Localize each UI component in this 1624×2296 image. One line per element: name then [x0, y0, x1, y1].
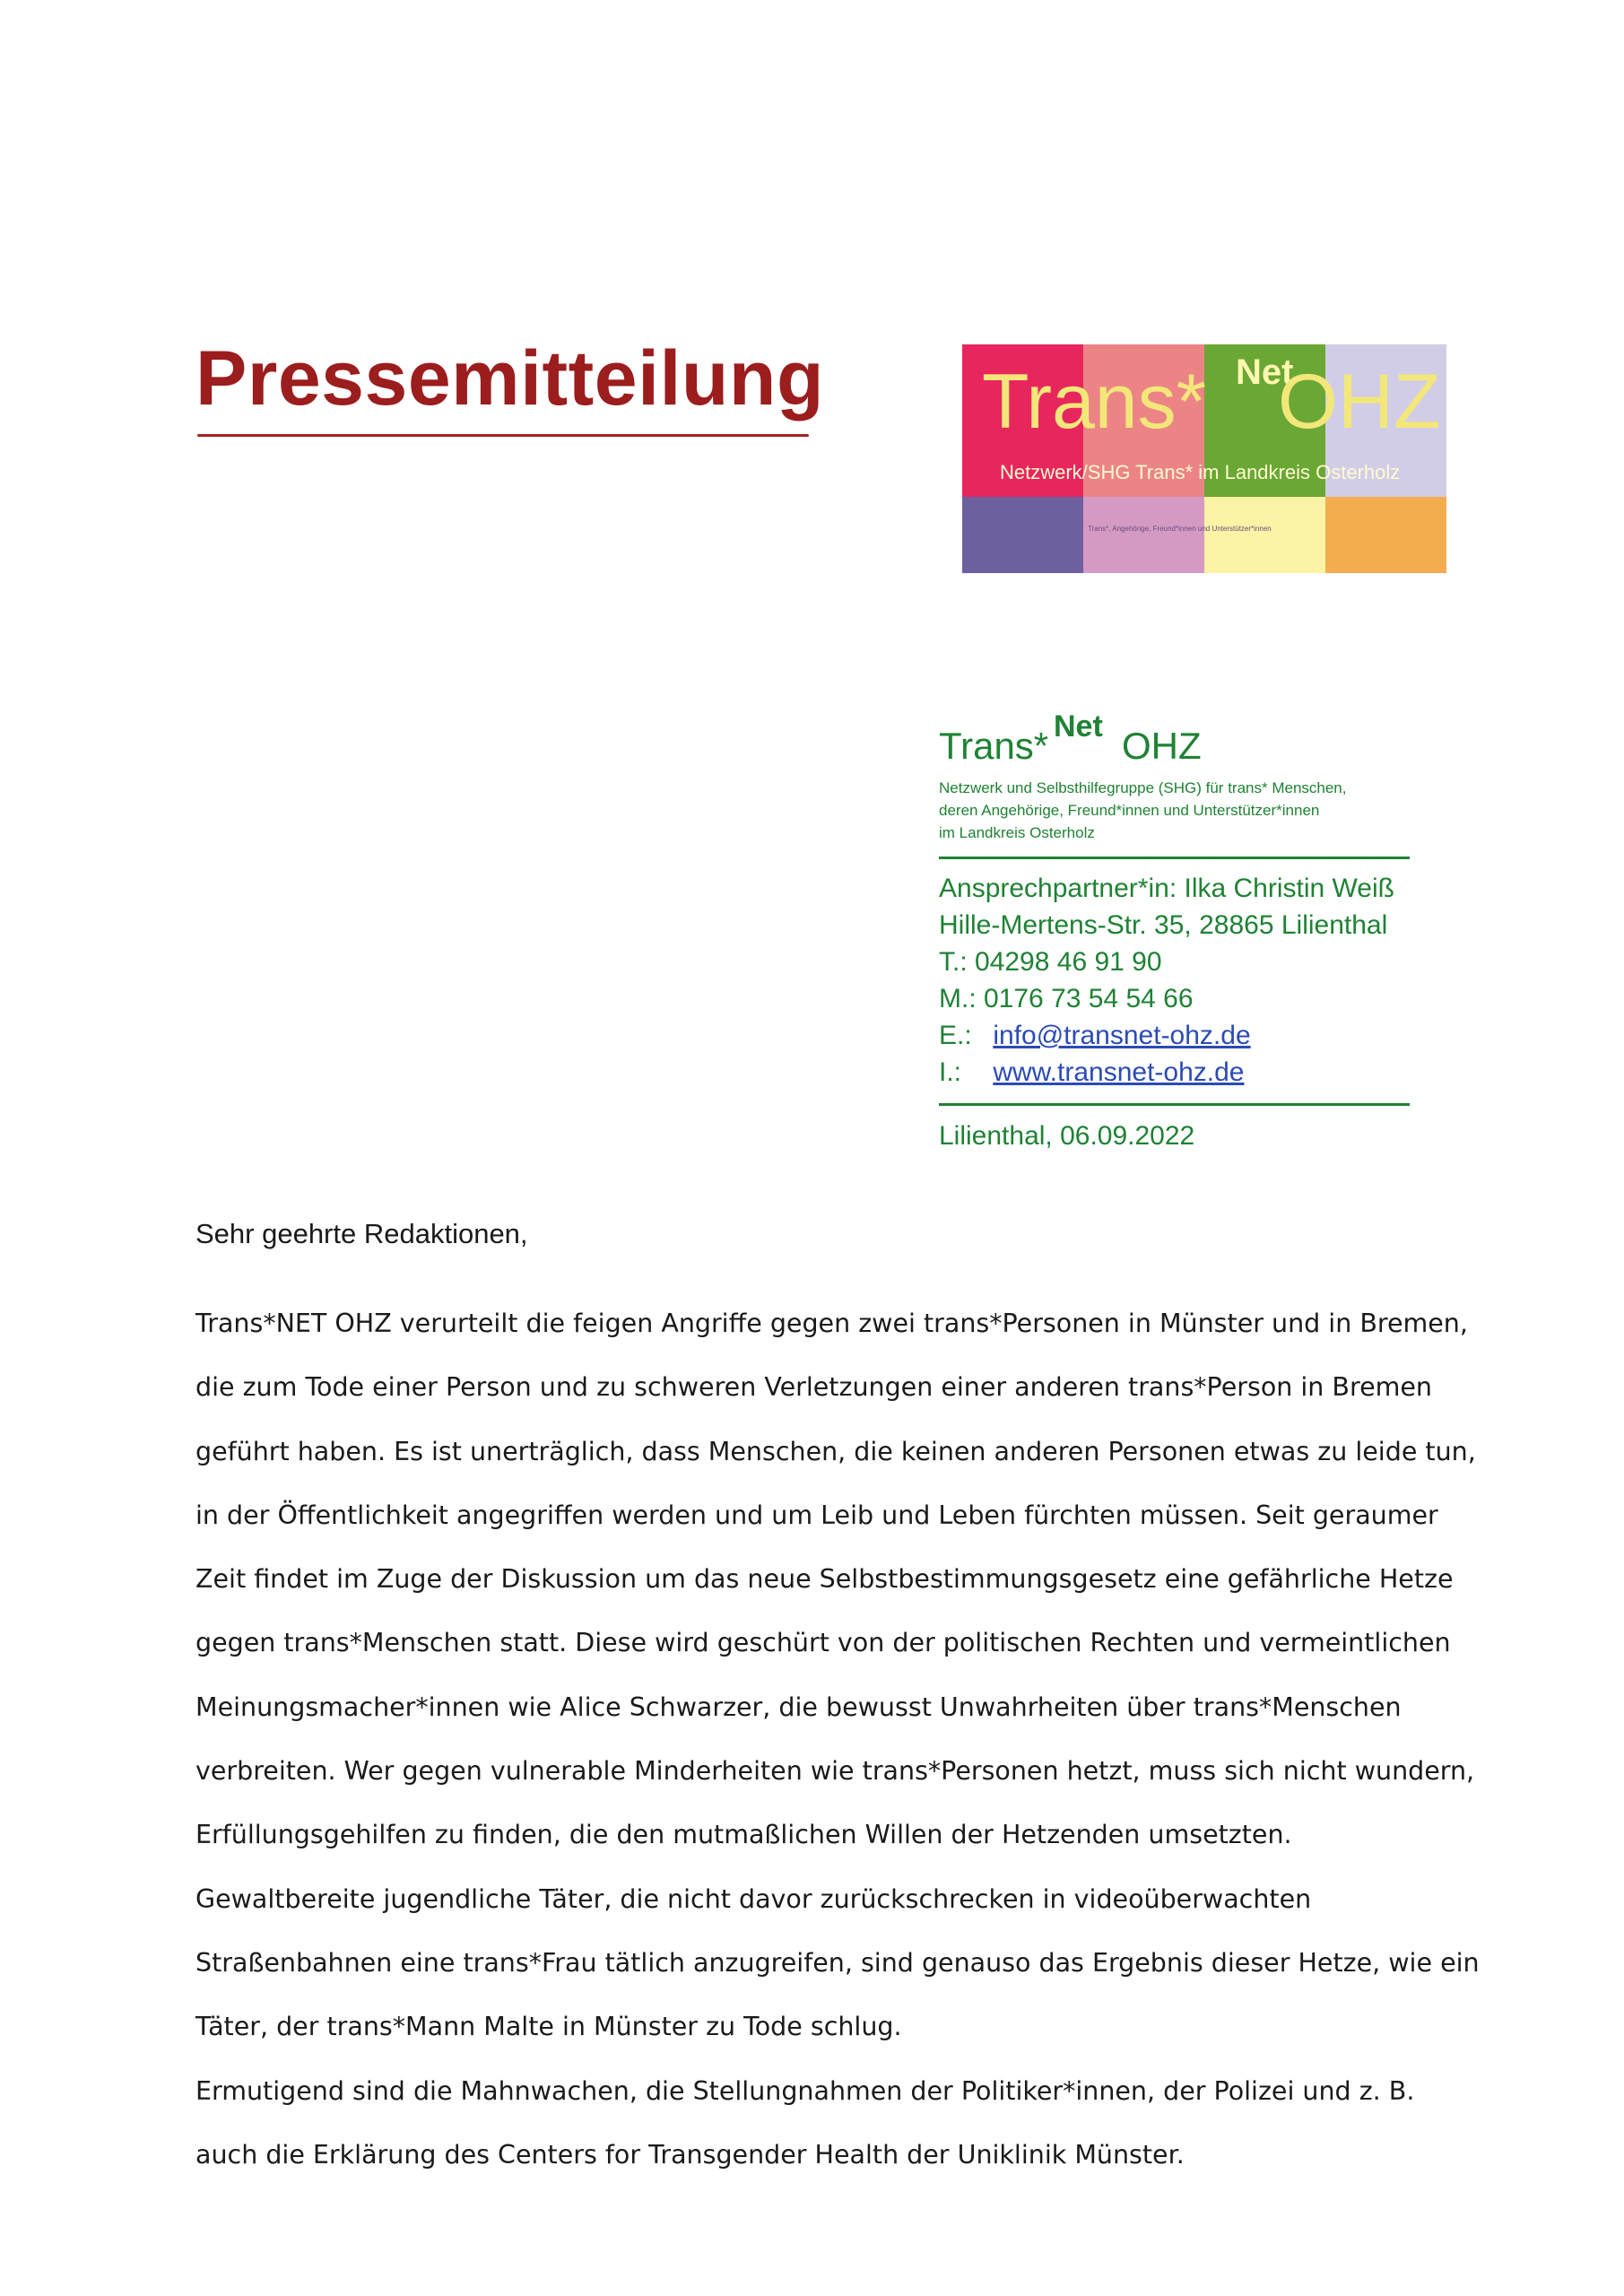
logo-subtitle: Netzwerk/SHG Trans* im Landkreis Osterholz: [1000, 461, 1401, 483]
contact-email-link[interactable]: info@transnet-ohz.de: [993, 1021, 1251, 1050]
page-title: Pressemitteilung: [195, 335, 824, 422]
logo-title-trans: Trans*: [982, 359, 1207, 445]
contact-address: Hille-Mertens-Str. 35, 28865 Lilienthal: [939, 910, 1388, 940]
sender-description-line: Netzwerk und Selbsthilfegruppe (SHG) für trans* Menschen,: [939, 779, 1347, 796]
body-line: gegen trans*Menschen statt. Diese wird geschürt von der politischen Rechten und vermeintlichen: [195, 1628, 1451, 1658]
body-line: die zum Tode einer Person und zu schweren Verletzungen einer anderen trans*Person in Bremen: [195, 1372, 1432, 1403]
logo-tile-cream: [1204, 497, 1325, 573]
sender-brand: [939, 709, 1414, 768]
contact-email-row: [939, 1017, 1414, 1054]
contact-person: Ansprechpartner*in: Ilka Christin Weiß: [939, 874, 1394, 903]
sender-description-line: im Landkreis Osterholz: [939, 824, 1095, 841]
logo-tagline: Trans*, Angehörige, Freund*innen und Unterstützer*innen: [1088, 525, 1272, 533]
contact-mobile: M.: 0176 73 54 54 66: [939, 984, 1194, 1013]
logo-title-ohz: OHZ: [1278, 359, 1441, 445]
contact-web-link[interactable]: www.transnet-ohz.de: [993, 1057, 1245, 1087]
transnet-ohz-logo: [962, 344, 1446, 573]
contact-email-label: E.:: [939, 1021, 972, 1050]
sender-block: [939, 709, 1414, 1154]
contact-web-row: [939, 1054, 1414, 1091]
sender-divider-top: [939, 857, 1410, 859]
body-line: Täter, der trans*Mann Malte in Münster zu Tode schlug.: [195, 2012, 902, 2042]
sender-brand-net: Net: [1054, 709, 1103, 744]
place-date: Lilienthal, 06.09.2022: [939, 1121, 1195, 1151]
contact-details: [939, 870, 1414, 1091]
body-line: in der Öffentlichkeit angegriffen werden und um Leib und Leben fürchten müssen. Seit geraumer: [195, 1500, 1438, 1530]
logo-tile-orange: [1325, 497, 1446, 573]
logo-title-net: Net: [1236, 352, 1294, 392]
body-line: auch die Erklärung des Centers for Transgender Health der Uniklinik Münster.: [195, 2139, 1185, 2170]
contact-phone: T.: 04298 46 91 90: [939, 947, 1162, 977]
body-line: Gewaltbereite jugendliche Täter, die nicht davor zurückschrecken in videoüberwachten: [195, 1883, 1312, 1914]
sender-brand-ohz: OHZ: [1122, 725, 1202, 767]
sender-description: [939, 777, 1414, 844]
sender-divider-bottom: [939, 1103, 1410, 1106]
contact-web-label: I.:: [939, 1057, 962, 1087]
body-line: Ermutigend sind die Mahnwachen, die Stellungnahmen der Politiker*innen, der Polizei und z. B.: [195, 2075, 1415, 2106]
title-underline: [197, 434, 809, 437]
body-line: Trans*NET OHZ verurteilt die feigen Angriffe gegen zwei trans*Personen in Münster und in Bremen,: [195, 1309, 1468, 1338]
sender-brand-trans: Trans*: [939, 725, 1049, 767]
body-line: Meinungsmacher*innen wie Alice Schwarzer, die bewusst Unwahrheiten über trans*Menschen: [195, 1692, 1402, 1722]
body-line: Erfüllungsgehilfen zu finden, die den mutmaßlichen Willen der Hetzenden umsetzten.: [195, 1820, 1292, 1850]
logo-tile-mauve: [1083, 497, 1204, 573]
body-line: verbreiten. Wer gegen vulnerable Minderheiten wie trans*Personen hetzt, muss sich nicht wundern,: [195, 1756, 1475, 1787]
sender-description-line: deren Angehörige, Freund*innen und Unterstützer*innen: [939, 802, 1320, 819]
body-line: Straßenbahnen eine trans*Frau tätlich anzugreifen, sind genauso das Ergebnis dieser Hetze, wie ein: [195, 1947, 1480, 1978]
body-line: geführt haben. Es ist unerträglich, dass Menschen, die keinen anderen Personen etwas zu leide tun,: [195, 1436, 1476, 1466]
logo-tile-purple: [962, 497, 1083, 573]
body-line: Zeit findet im Zuge der Diskussion um das neue Selbstbestimmungsgesetz eine gefährliche Hetze: [195, 1564, 1454, 1595]
letter-body: [195, 1292, 1480, 2187]
salutation: Sehr geehrte Redaktionen,: [195, 1218, 528, 1249]
